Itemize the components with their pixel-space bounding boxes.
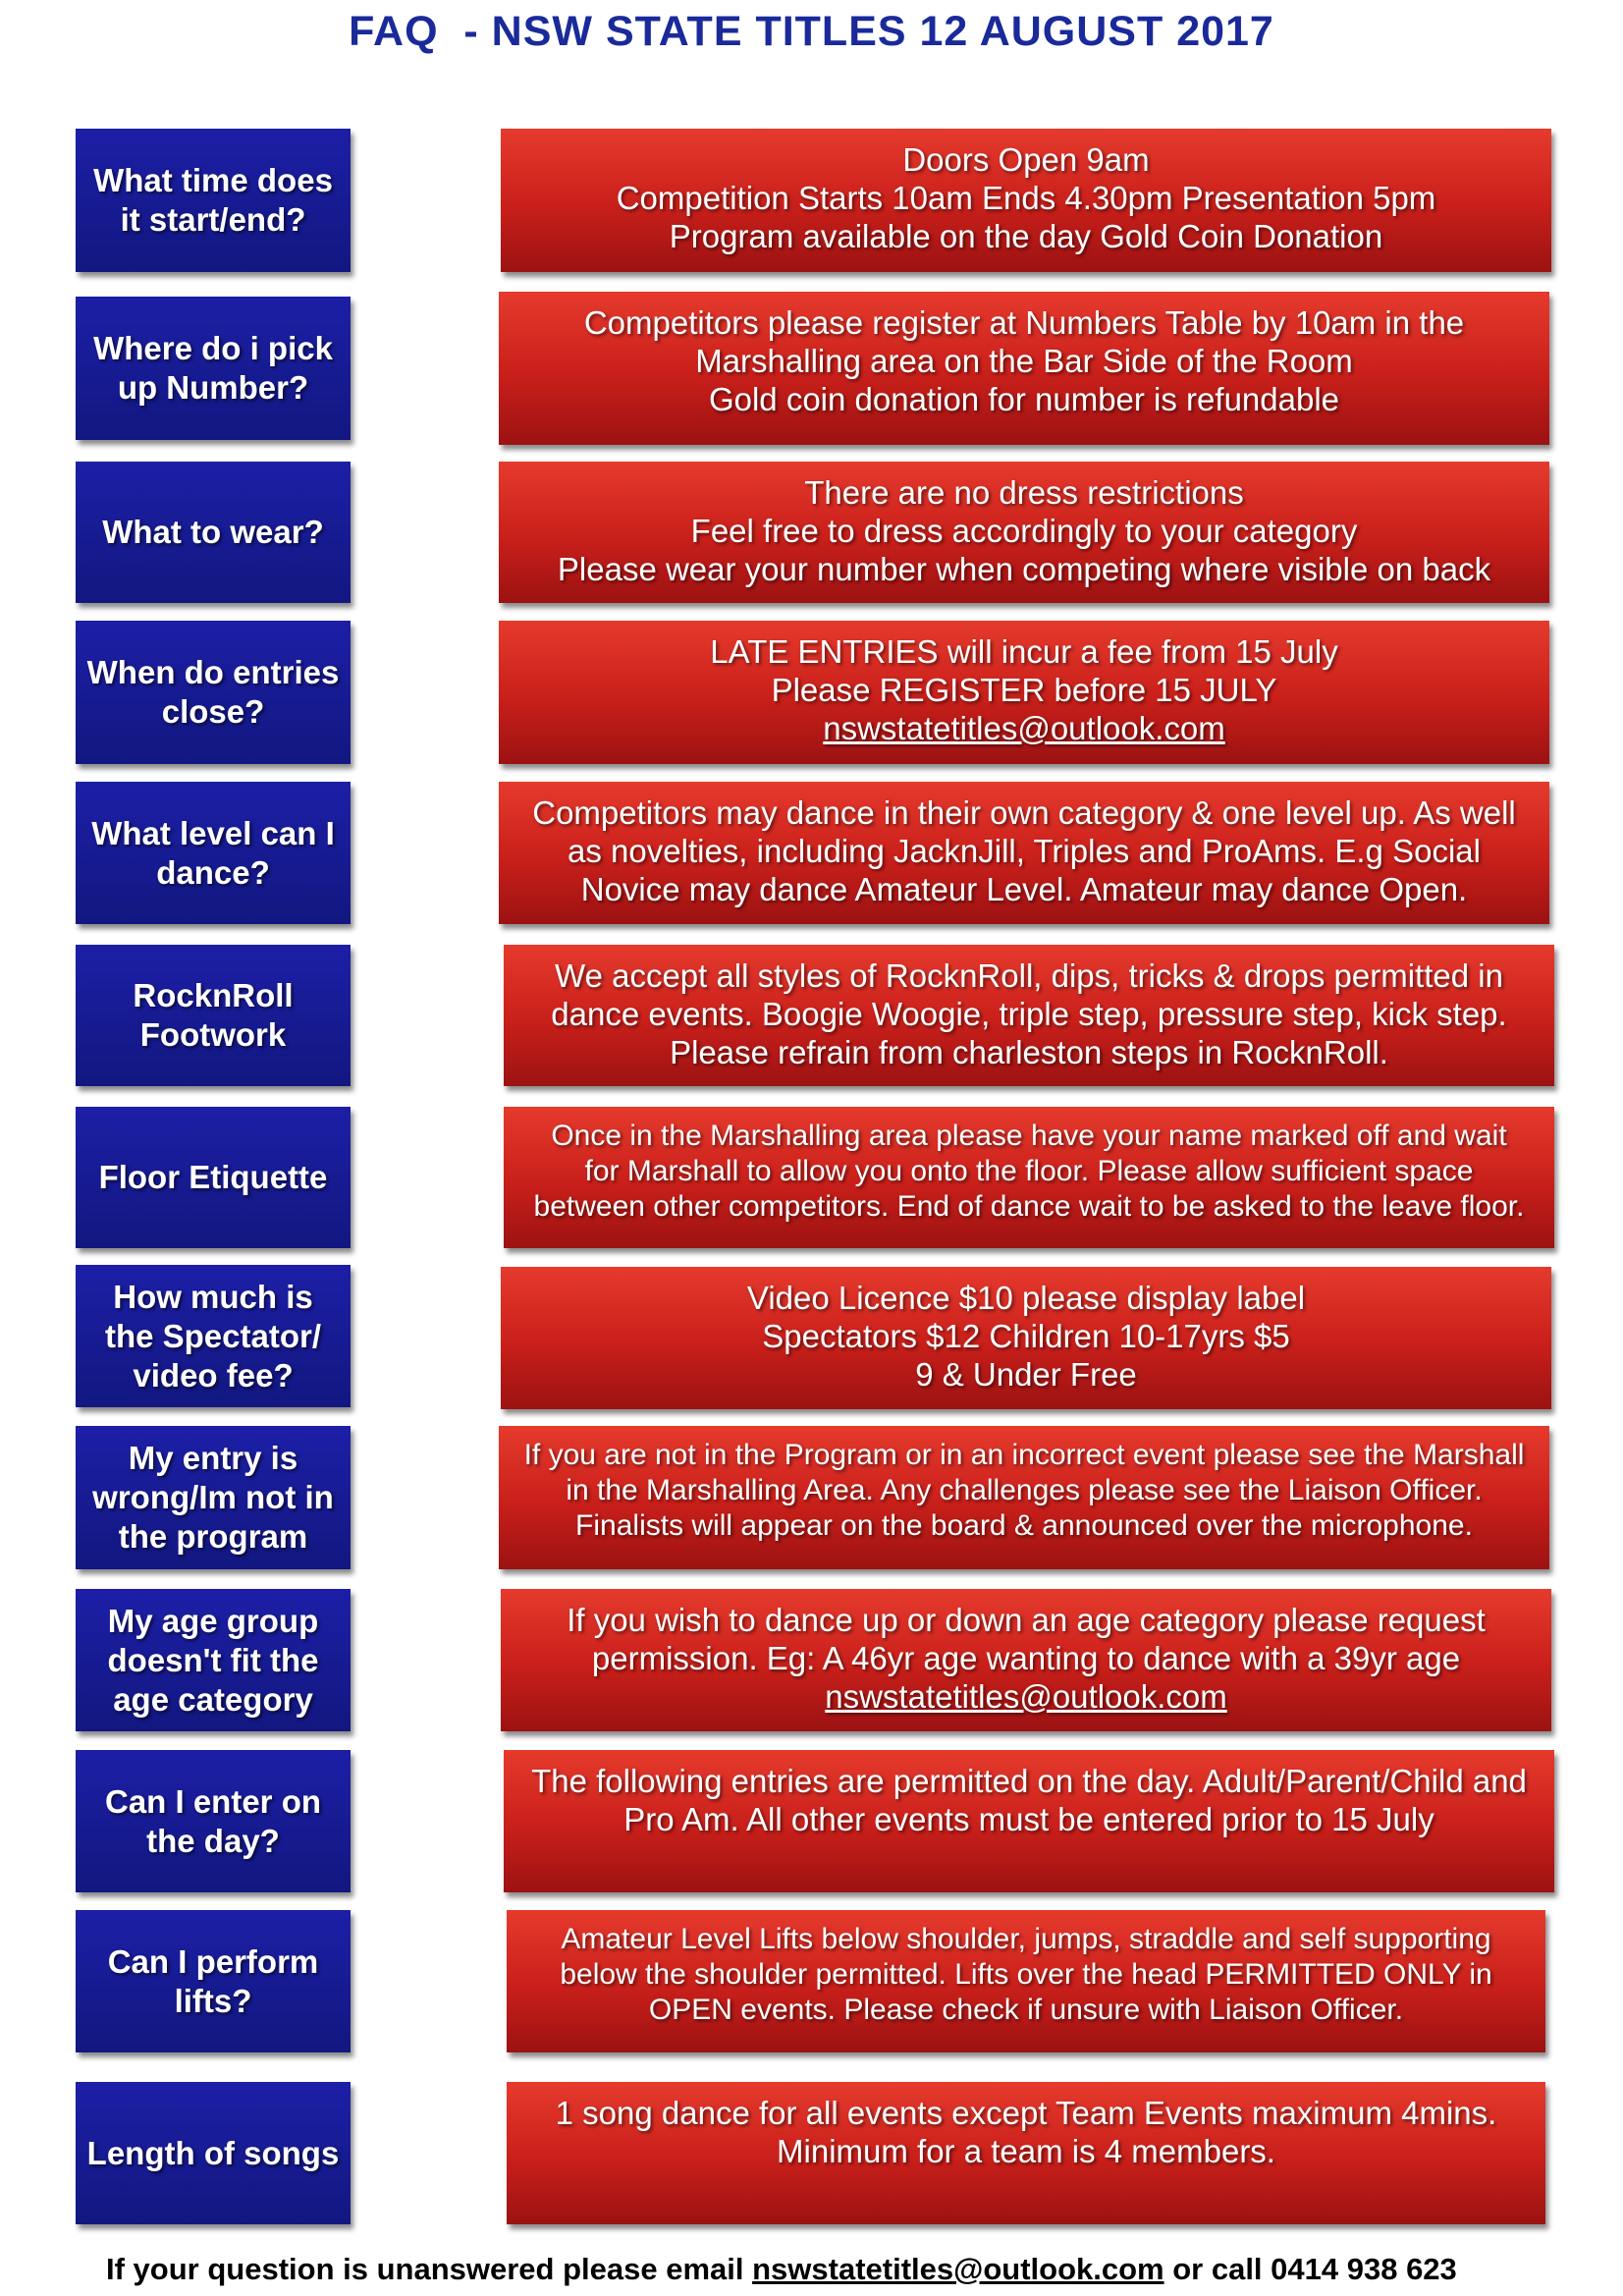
faq-answer-floor-etiquette xyxy=(504,1107,1554,1248)
faq-question-start-end: What time does it start/end? xyxy=(76,129,351,272)
faq-answer-what-to-wear xyxy=(499,462,1549,603)
answer-line: OPEN events. Please check if unsure with Liaison Officer. xyxy=(648,1994,1404,2026)
answer-line: Please refrain from charleston steps in RocknRoll. xyxy=(670,1034,1388,1070)
email-link[interactable]: nswstatetitles@outlook.com xyxy=(823,710,1225,746)
answer-line: 9 & Under Free xyxy=(915,1356,1137,1393)
answer-line: Novice may dance Amateur Level. Amateur may dance Open. xyxy=(580,871,1468,907)
answer-line: in the Marshalling Area. Any challenges please see the Liaison Officer. xyxy=(566,1474,1483,1506)
answer-line: dance events. Boogie Woogie, triple step, pressure step, kick step. xyxy=(551,996,1507,1032)
answer-line: Please wear your number when competing where visible on back xyxy=(557,551,1491,587)
answer-line: Marshalling area on the Bar Side of the Room xyxy=(695,343,1353,379)
answer-line: There are no dress restrictions xyxy=(804,474,1244,511)
answer-line: for Marshall to allow you onto the floor. Please allow sufficient space xyxy=(584,1155,1474,1187)
page-title: FAQ - NSW STATE TITLES 12 AUGUST 2017 xyxy=(349,8,1274,55)
answer-line: Competition Starts 10am Ends 4.30pm Presentation 5pm xyxy=(616,180,1436,216)
answer-line: We accept all styles of RocknRoll, dips, tricks & drops permitted in xyxy=(555,957,1503,994)
faq-question-entry-wrong: My entry is wrong/Im not in the program xyxy=(76,1426,351,1569)
faq-question-spectator-fee: How much is the Spectator/ video fee? xyxy=(76,1265,351,1407)
faq-answer-length-of-songs xyxy=(507,2082,1545,2224)
faq-question-floor-etiquette: Floor Etiquette xyxy=(76,1107,351,1248)
answer-line: Once in the Marshalling area please have your name marked off and wait xyxy=(551,1120,1507,1152)
answer-line: Please REGISTER before 15 JULY xyxy=(771,672,1277,708)
answer-line: 1 song dance for all events except Team Events maximum 4mins. xyxy=(555,2095,1497,2131)
answer-line: Competitors may dance in their own category & one level up. As well xyxy=(532,794,1516,831)
answer-line: If you are not in the Program or in an incorrect event please see the Marshall xyxy=(523,1439,1525,1471)
answer-line: Minimum for a team is 4 members. xyxy=(777,2133,1275,2169)
footer-prefix: If your question is unanswered please email xyxy=(106,2252,753,2286)
email-link[interactable]: nswstatetitles@outlook.com xyxy=(825,1678,1227,1715)
faq-answer-pick-up-number xyxy=(499,292,1549,445)
answer-line: The following entries are permitted on the day. Adult/Parent/Child and xyxy=(531,1763,1527,1799)
answer-line: If you wish to dance up or down an age category please request xyxy=(567,1602,1486,1638)
answer-line: Video Licence $10 please display label xyxy=(746,1280,1306,1316)
faq-answer-enter-on-day xyxy=(504,1750,1554,1892)
faq-answer-entries-close xyxy=(499,621,1549,764)
answer-line: permission. Eg: A 46yr age wanting to dance with a 39yr age xyxy=(591,1640,1461,1676)
answer-line: between other competitors. End of dance wait to be asked to the leave floor. xyxy=(533,1190,1525,1223)
faq-question-what-level: What level can I dance? xyxy=(76,782,351,924)
faq-answer-what-level xyxy=(499,782,1549,924)
faq-answer-age-group xyxy=(501,1589,1551,1731)
faq-question-entries-close: When do entries close? xyxy=(76,621,351,764)
faq-question-what-to-wear: What to wear? xyxy=(76,462,351,603)
answer-line: Finalists will appear on the board & announced over the microphone. xyxy=(575,1509,1473,1542)
faq-question-rocknroll-footwork: RocknRoll Footwork xyxy=(76,945,351,1086)
answer-line: Amateur Level Lifts below shoulder, jumps, straddle and self supporting xyxy=(561,1923,1491,1955)
faq-question-lifts: Can I perform lifts? xyxy=(76,1910,351,2052)
faq-question-pick-up-number: Where do i pick up Number? xyxy=(76,297,351,440)
faq-question-enter-on-day: Can I enter on the day? xyxy=(76,1750,351,1892)
answer-line: Doors Open 9am xyxy=(902,141,1150,178)
faq-answer-spectator-fee xyxy=(501,1267,1551,1409)
answer-line: LATE ENTRIES will incur a fee from 15 July xyxy=(710,633,1338,670)
faq-question-length-of-songs: Length of songs xyxy=(76,2082,351,2224)
faq-question-age-group: My age group doesn't fit the age category xyxy=(76,1589,351,1731)
faq-answer-rocknroll-footwork xyxy=(504,945,1554,1086)
answer-line: Competitors please register at Numbers Table by 10am in the xyxy=(583,304,1465,341)
footer-contact xyxy=(106,2252,1457,2287)
answer-line: Pro Am. All other events must be entered prior to 15 July xyxy=(623,1801,1434,1837)
answer-line: Gold coin donation for number is refundable xyxy=(708,381,1340,417)
faq-answer-lifts xyxy=(507,1910,1545,2052)
faq-answer-start-end xyxy=(501,129,1551,272)
faq-answer-entry-wrong xyxy=(499,1426,1549,1569)
footer-suffix: or call 0414 938 623 xyxy=(1163,2252,1457,2286)
answer-line: Spectators $12 Children 10-17yrs $5 xyxy=(762,1318,1290,1354)
answer-line: below the shoulder permitted. Lifts over the head PERMITTED ONLY in xyxy=(560,1958,1492,1991)
footer-email-link[interactable]: nswstatetitles@outlook.com xyxy=(752,2252,1164,2286)
answer-line: Program available on the day Gold Coin Donation xyxy=(669,218,1383,254)
answer-line: as novelties, including JacknJill, Triples and ProAms. E.g Social xyxy=(568,833,1481,869)
answer-line: Feel free to dress accordingly to your category xyxy=(690,513,1358,549)
